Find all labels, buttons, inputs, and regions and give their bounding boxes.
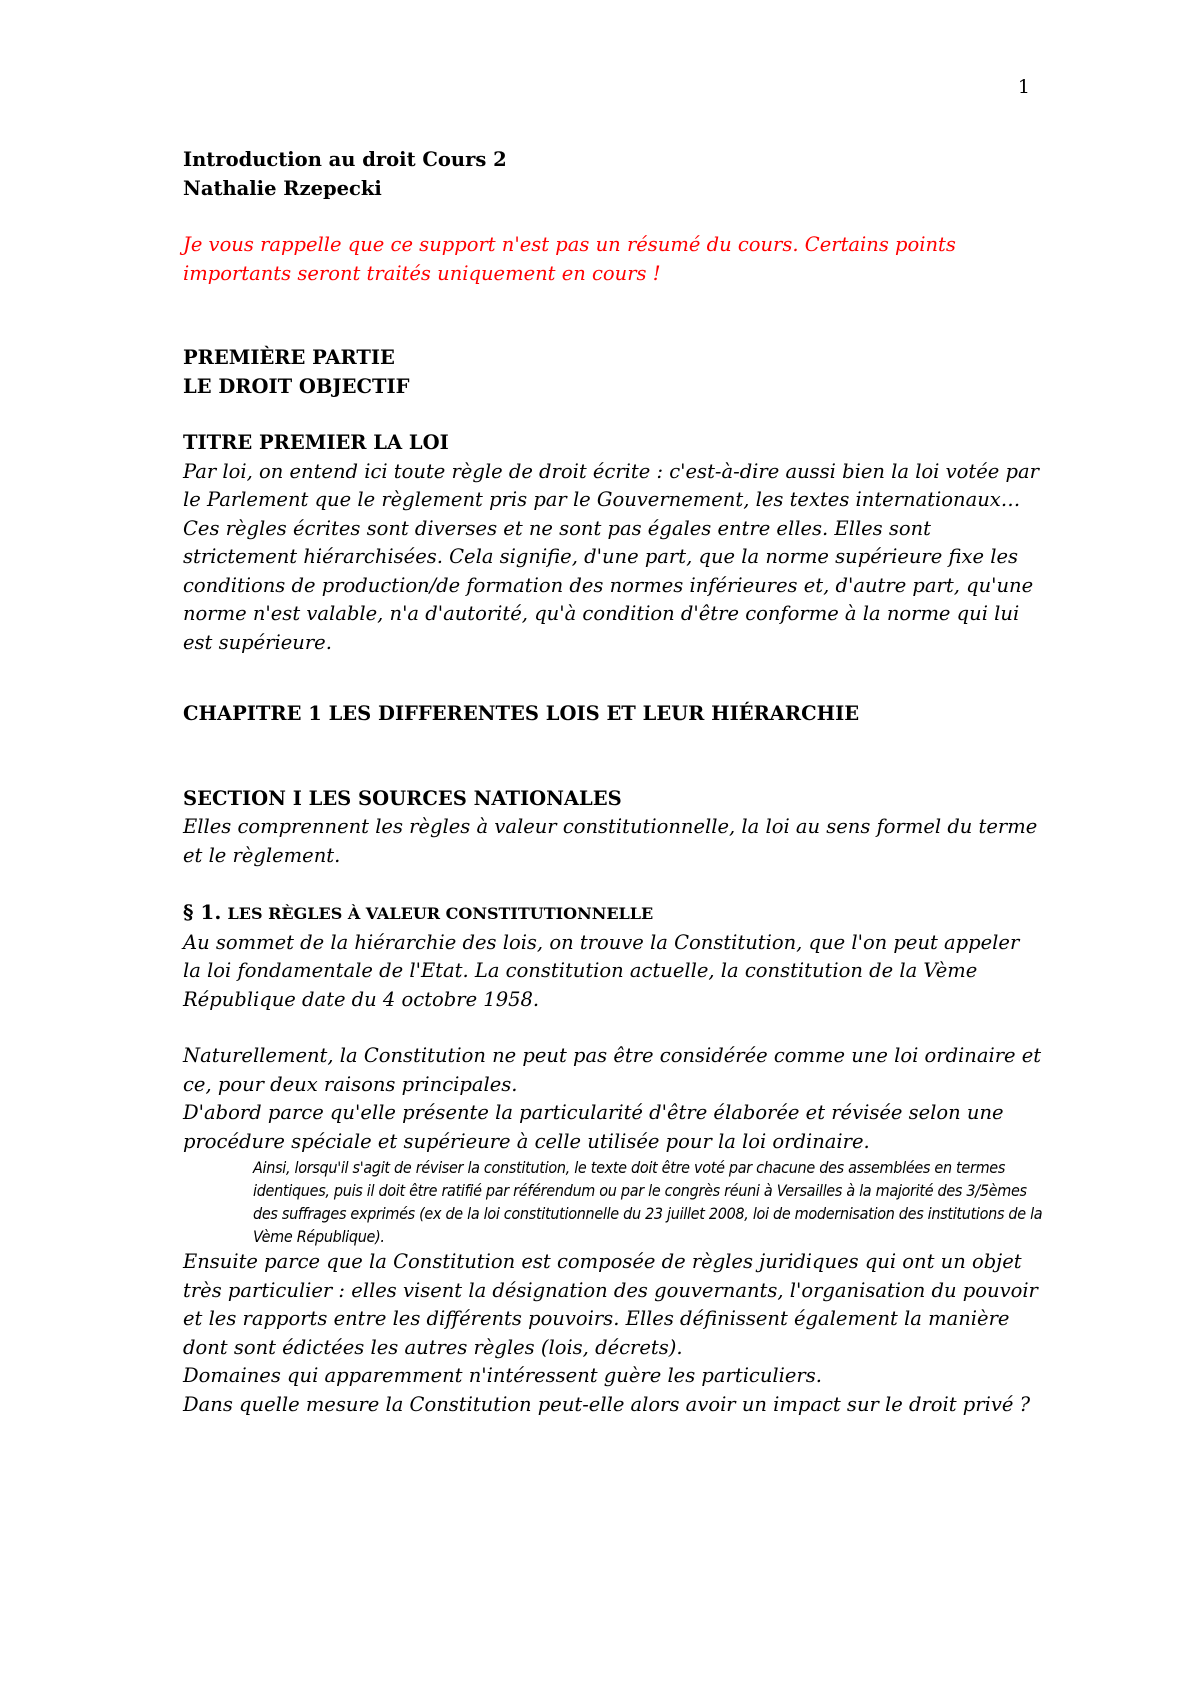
- paragraph-heading: [183, 898, 1043, 929]
- page-number: 1: [1017, 76, 1030, 98]
- author-name: Nathalie Rzepecki: [183, 176, 382, 200]
- constitution-paragraph-3: D'abord parce qu'elle présente la particularité d'être élaborée et révisée selon une procédure spéciale et supérieure à celle utilisée pour la loi ordinaire.: [183, 1101, 1004, 1153]
- constitution-paragraph-4: Ensuite parce que la Constitution est composée de règles juridiques qui ont un objet très particulier : elles visent la désignation des gouvernants, l'organisation du pouvoir et les rapports entre les différents pouvoirs. Elles définissent également la manière dont sont édictées les autres règles (lois, décrets).: [183, 1250, 1038, 1359]
- constitution-paragraph-5: Domaines qui apparemment n'intéressent guère les particuliers.: [183, 1364, 822, 1387]
- titre-heading: TITRE PREMIER LA LOI: [183, 431, 449, 454]
- titre-paragraph-1: Par loi, on entend ici toute règle de droit écrite : c'est-à-dire aussi bien la loi votée par le Parlement que le règlement pris par le Gouvernement, les textes internationaux…: [183, 459, 1039, 511]
- section-heading: SECTION I LES SOURCES NATIONALES: [183, 786, 622, 810]
- part-label: PREMIÈRE PARTIE: [183, 346, 395, 369]
- constitution-paragraph-6: Dans quelle mesure la Constitution peut-elle alors avoir un impact sur le droit privé ?: [183, 1392, 1031, 1416]
- course-title: Introduction au droit Cours 2: [183, 148, 507, 171]
- constitution-paragraph-1: Au sommet de la hiérarchie des lois, on trouve la Constitution, que l'on peut appeler la loi fondamentale de l'Etat. La constitution actuelle, la constitution de la Vème République date du 4 octobre 1958.: [183, 930, 1020, 1011]
- part-title: LE DROIT OBJECTIF: [183, 374, 410, 398]
- revision-quote: Ainsi, lorsqu'il s'agit de réviser la constitution, le texte doit être voté par chacune des assemblées en termes identiques, puis il doit être ratifié par référendum ou par le congrès réuni à Versailles à la majorité des 3/5èmes des suffrages exprimés (ex de la loi constitutionnelle du 23 juillet 2008, loi de modernisation des institutions de la Vème République).: [253, 1158, 1043, 1246]
- chapter-heading: CHAPITRE 1 LES DIFFERENTES LOIS ET LEUR HIÉRARCHIE: [183, 702, 860, 725]
- constitution-paragraph-2: Naturellement, la Constitution ne peut pas être considérée comme une loi ordinaire et ce, pour deux raisons principales.: [183, 1044, 1042, 1096]
- titre-paragraph-2: Ces règles écrites sont diverses et ne sont pas égales entre elles. Elles sont strictement hiérarchisées. Cela signifie, d'une part, que la norme supérieure fixe les conditions de production/de formation des normes inférieures et, d'autre part, qu'une norme n'est valable, n'a d'autorité, qu'à condition d'être conforme à la norme qui lui est supérieure.: [183, 516, 1034, 654]
- document-body: [183, 146, 1043, 1419]
- paragraph-title: LES RÈGLES À VALEUR CONSTITUTIONNELLE: [227, 904, 654, 923]
- paragraph-number: § 1.: [183, 900, 222, 924]
- warning-note: Je vous rappelle que ce support n'est pas un résumé du cours. Certains points importants seront traités uniquement en cours !: [183, 233, 956, 285]
- section-intro: Elles comprennent les règles à valeur constitutionnelle, la loi au sens formel du terme et le règlement.: [183, 815, 1038, 867]
